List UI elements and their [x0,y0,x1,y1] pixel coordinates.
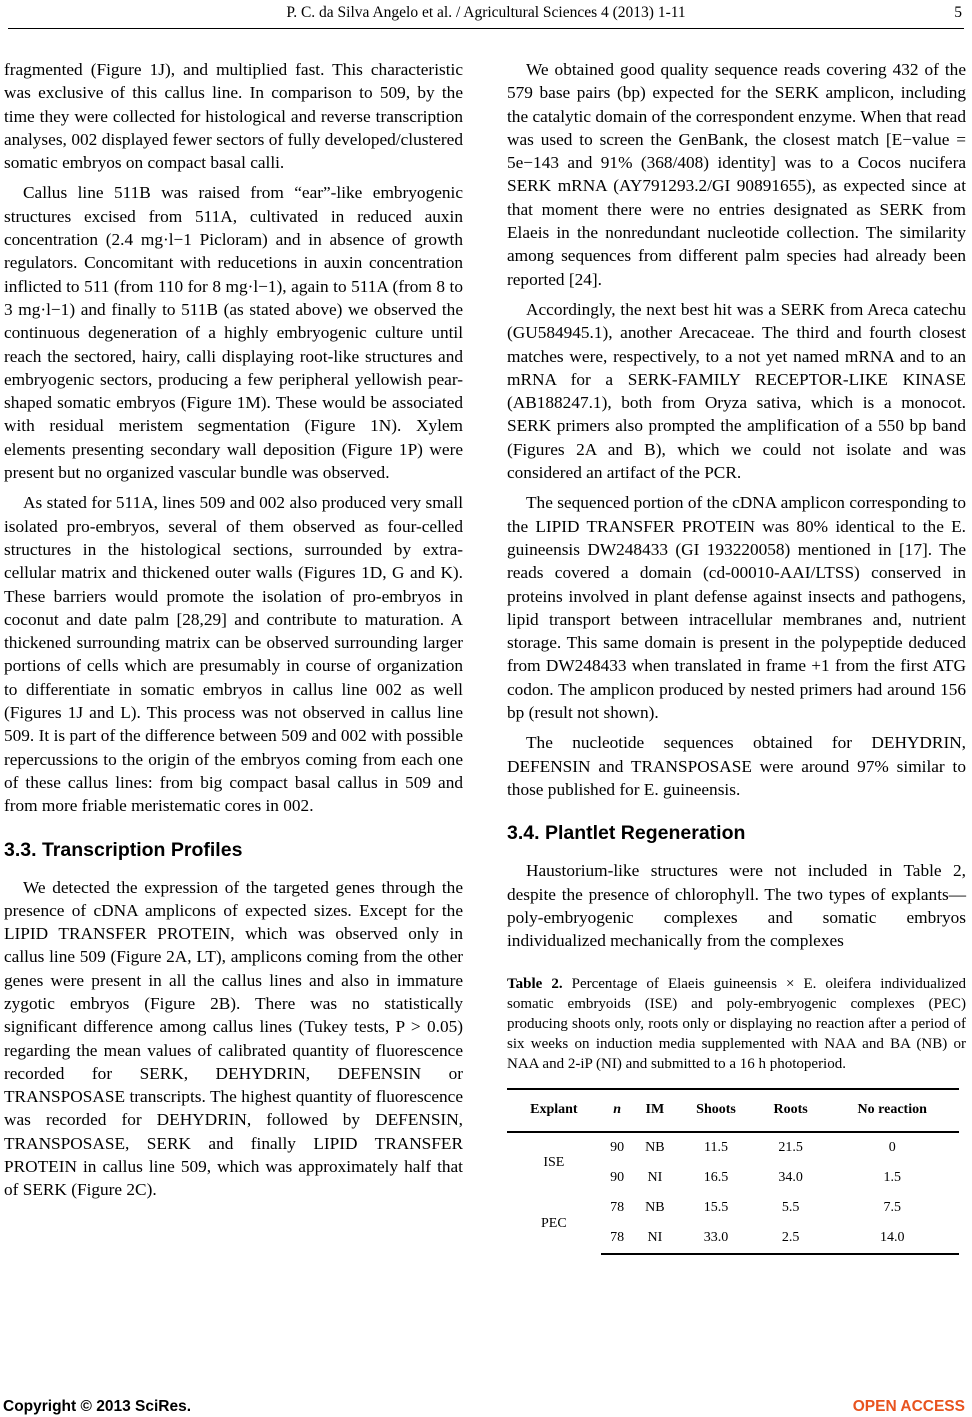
table-cell: 33.0 [676,1223,756,1254]
copyright-text: Copyright © 2013 SciRes. [3,1398,192,1415]
column-header: Roots [756,1089,826,1132]
table-cell: 7.5 [883,1200,901,1216]
table-cell: NB [645,1140,665,1156]
table-cell: 78 [601,1223,634,1254]
table-caption-label: Table 2. [507,976,563,993]
table-header-row [507,1089,959,1132]
table-cell: 90 [610,1170,625,1186]
paragraph: fragmented (Figure 1J), and multiplied fast. This characteristic was exclusive of this callus line. In comparison to 509, by the time they were collected for histological and reverse transcription analyses, 002 displayed fewer sectors of fully developed/clustered somatic embryos on compact basal calli. [4,60,463,173]
paragraph: The sequenced portion of the cDNA amplicon corresponding to the LIPID TRANSFER PROTEIN was 80% identical to the E. guineensis DW248433 (GI 193220058) mentioned in [17]. The reads covered a domain (cd-00010-AAI/LTSS) conserved in proteins involved in plant defense against insects and pathogens, lipid transport between intracellular membranes and, nutrient storage. This same domain is present in the polypeptide deduced from DW248433 when translated in frame +1 from the first ATG codon. The amplicon produced by nested primers had around 156 bp (result not shown). [507,493,966,723]
section-heading-plantlet-regeneration: 3.4. Plantlet Regeneration [507,822,746,845]
column-header: Explant [507,1089,601,1132]
paragraph: Accordingly, the next best hit was a SERK from Areca catechu (GU584945.1), another Arecaceae. The third and fourth closest matches were, respectively, to a not yet named mRNA and to an mRNA for a SERK-FAMILY RECEPTOR-LIKE KINASE (AB188247.1), both from Oryza sativa, which is a monocot. SERK primers also prompted the amplification of a 550 bp band (Figures 2A and B), which we could not isolate and was considered an artifact of the PCR. [507,299,966,483]
header-rule [8,28,964,29]
right-column [507,58,966,1255]
table-cell-explant: ISE [543,1155,565,1171]
table-cell: 78 [610,1200,625,1216]
table-cell: 1.5 [883,1170,901,1186]
paragraph: Callus line 511B was raised from “ear”-like embryogenic structures excised from 511A, cultivated in reduced auxin concentration (2.4 mg·l−1 Picloram) and in absence of growth regulators. Concomitant with reducetions in auxin concentration inflicted to 511 (from 110 for 8 mg·l−1), again to 511A (from 8 to 3 mg·l−1) and finally to 511B (as stated above) we observed the continuous degeneration of a highly embryogenic culture until reach the sectored, hairy, calli displaying root-like structures and embryogenic sectors, producing a few peripheral yellowish pear-shaped somatic embryos (Figure 1M). These would be associated with residual meristem segmentation (Figure 1N). Xylem elements presenting secondary wall deposition (Figure 1P) were present but no organized vascular bundle was observed. [4,183,463,483]
table-cell: 5.5 [781,1200,800,1216]
open-access-label: OPEN ACCESS [852,1398,965,1415]
paragraph: Haustorium-like structures were not included in Table 2, despite the presence of chlorophyll. The two types of explants—poly-embryogenic complexes and somatic embryos individualized mechanically from the complexes [507,861,966,951]
table-caption-text: Percentage of Elaeis guineensis × E. oleifera individualized somatic embryoids (ISE) and poly-embryogenic complexes (PEC) producing shoots only, roots only or displaying no reaction after a period of six weeks on induction media supplemented with NAA and BA (NB) or NAA and 2-iP (NI) and submitted to a 16 h photoperiod. [507,976,967,1073]
paragraph: We obtained good quality sequence reads covering 432 of the 579 base pairs (bp) expected for the SERK amplicon, including the catalytic domain of the correspondent enzyme. When that read was used to screen the GenBank, the closest match [E−value = 5e−143 and 91% (368/408) identity] was to a Cocos nucifera SERK mRNA (AY791293.2/GI 90891655), as expected since at that moment there were no entries designated as SERK from Elaeis in the nonredundant nucleotide collection. The similarity among sequences from different palm species had already been reported [24]. [507,60,966,289]
column-header: IM [634,1089,677,1132]
column-header: Shoots [676,1089,756,1132]
column-header: n [601,1089,634,1132]
table-cell: 2.5 [756,1223,826,1254]
table-cell: 21.5 [778,1140,803,1156]
page-number: 5 [954,4,962,21]
table-cell-explant: PEC [541,1215,567,1231]
page-footer [3,1398,965,1416]
table-2 [507,1088,959,1255]
table-cell: 11.5 [704,1140,728,1156]
table-cell: 15.5 [703,1200,729,1216]
table-cell: 14.0 [825,1223,959,1254]
table-cell: 34.0 [778,1170,803,1186]
running-header [0,4,972,26]
left-column [4,58,463,1209]
table-row [507,1193,959,1223]
column-header: No reaction [825,1089,959,1132]
section-heading-transcription-profiles: 3.3. Transcription Profiles [4,838,243,861]
table-cell: 16.5 [703,1170,729,1186]
table-caption [507,974,966,1074]
running-title: P. C. da Silva Angelo et al. / Agricultural Sciences 4 (2013) 1-11 [286,4,686,21]
table-cell: NB [645,1200,665,1216]
table-cell: NI [634,1223,677,1254]
table-cell: NI [647,1170,663,1186]
table-cell: 0 [888,1140,896,1156]
paragraph: We detected the expression of the targeted genes through the presence of cDNA amplicons of expected sizes. Except for the LIPID TRANSFER PROTEIN, which was observed only in callus line 509 (Figure 2A, LT), amplicons coming from the other genes were present in all the callus lines and also in immature zygotic embryos (Figure 2B). There was no statistically significant difference among callus lines (Tukey tests, P > 0.05) regarding the mean values of calibrated quantity of fluorescence recorded for SERK, DEHYDRIN, DEFENSIN or TRANSPOSASE transcripts. The highest quantity of fluorescence was recorded for DEHYDRIN, followed by DEFENSIN, TRANSPOSASE, SERK and finally LIPID TRANSFER PROTEIN in callus line 509, which was approximately half that of SERK (Figure 2C). [4,877,463,1200]
paragraph: As stated for 511A, lines 509 and 002 also produced very small isolated pro-embryos, several of them observed as four-celled structures in the histological sections, surrounded by extra-cellular matrix and thickened outer walls (Figures 1D, G and K). These barriers would promote the isolation of pro-embryos in coconut and date palm [28,29] and contribute to maturation. A thickened surrounding matrix can be observed surrounding larger portions of cells which are presumably in course of organization to differentiate in somatic embryos in callus line 002 as well (Figures 1J and L). This process was not observed in callus line 509. It is part of the difference between 509 and 002 with possible repercussions to the origin of the embryos coming from each one of these callus lines: from big compact basal callus in 509 and from more friable meristematic cores in 002. [4,493,463,816]
table-cell: 90 [610,1140,625,1156]
paragraph: The nucleotide sequences obtained for DEHYDRIN, DEFENSIN and TRANSPOSASE were around 97% similar to those published for E. guineensis. [507,733,966,799]
table-row [507,1132,959,1163]
